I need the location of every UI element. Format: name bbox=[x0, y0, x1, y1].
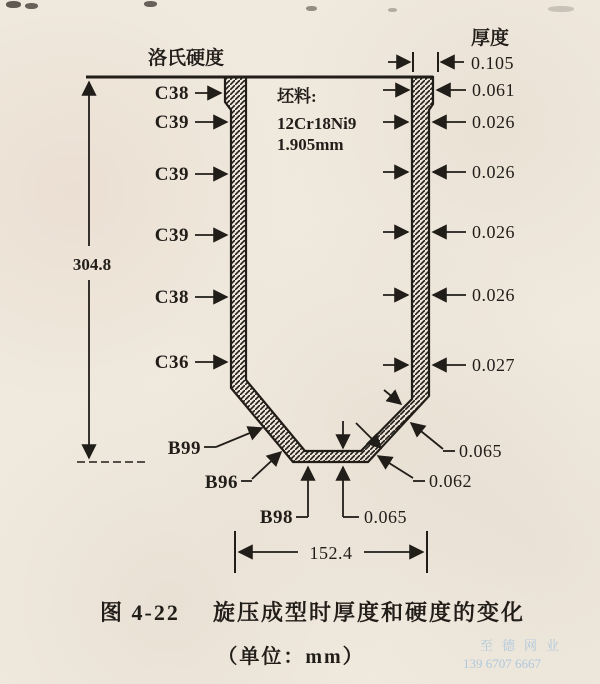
thickness-value: 0.026 bbox=[472, 112, 515, 132]
bottom-thickness-label: 0.065 bbox=[364, 507, 407, 527]
figure-title: 旋压成型时厚度和硬度的变化 bbox=[213, 600, 526, 625]
blank-material-line1: 坯料: bbox=[277, 87, 317, 106]
width-dimension bbox=[235, 531, 427, 573]
watermark-phone: 139 6707 6667 bbox=[463, 656, 541, 671]
watermark-name: 至德网业 bbox=[480, 638, 569, 653]
hardness-value: C38 bbox=[154, 287, 189, 308]
b98-label: B98 bbox=[259, 507, 293, 528]
thickness-callouts bbox=[383, 80, 515, 375]
rim-thickness-dimension bbox=[388, 52, 514, 73]
vessel-wall bbox=[86, 77, 433, 462]
blank-material-line2: 12Cr18Ni9 bbox=[277, 114, 357, 133]
slant-upper-thickness-label: 0.065 bbox=[459, 441, 502, 461]
thickness-value: 0.026 bbox=[472, 222, 515, 242]
hardness-value: C39 bbox=[154, 164, 189, 185]
figure-units: （单位：mm） bbox=[217, 646, 365, 668]
height-dimension bbox=[73, 82, 145, 462]
b96-label: B96 bbox=[204, 472, 238, 493]
blank-material-line3: 1.905mm bbox=[277, 135, 344, 154]
blank-material-note bbox=[277, 86, 356, 154]
hardness-value: C36 bbox=[154, 352, 189, 373]
height-dimension-label: 304.8 bbox=[72, 255, 112, 274]
thickness-value: 0.061 bbox=[472, 80, 515, 100]
figure-number: 图 4-22 bbox=[100, 600, 180, 625]
rim-thickness-label: 0.105 bbox=[471, 53, 514, 73]
watermark bbox=[463, 638, 568, 671]
thickness-label: 厚度 bbox=[470, 28, 510, 49]
thickness-value: 0.027 bbox=[472, 355, 515, 375]
rockwell-hardness-label: 洛氏硬度 bbox=[147, 48, 225, 69]
figure-caption bbox=[100, 600, 525, 668]
slant-lower-thickness-label: 0.062 bbox=[429, 471, 472, 491]
thickness-value: 0.026 bbox=[472, 285, 515, 305]
inner-upper-slant-arrow bbox=[384, 390, 401, 404]
hardness-value: C39 bbox=[154, 225, 189, 246]
b99-label: B99 bbox=[167, 438, 201, 459]
width-dimension-label: 152.4 bbox=[309, 543, 353, 563]
hardness-value: C39 bbox=[154, 112, 189, 133]
hardness-callouts bbox=[155, 83, 227, 373]
hardness-value: C38 bbox=[154, 83, 189, 104]
thickness-value: 0.026 bbox=[472, 162, 515, 182]
